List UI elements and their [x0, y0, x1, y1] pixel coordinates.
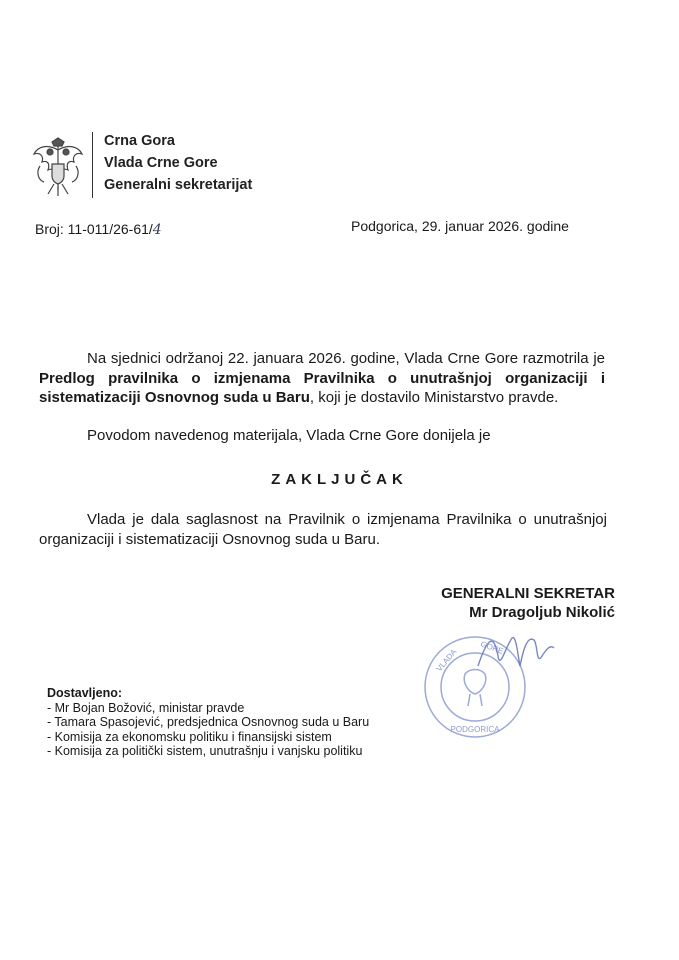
header-divider	[92, 132, 93, 198]
signature-title: GENERALNI SEKRETAR	[441, 585, 615, 602]
paragraph-conclusion: Vlada je dala saglasnost na Pravilnik o izmjenama Pravilnika o unutrašnjoj organizaciji i sistematizaciji Osnovnog suda u Baru.	[39, 511, 607, 548]
header-country: Crna Gora	[104, 133, 175, 149]
reference-number-label: Broj: 11-011/26-61/	[35, 221, 153, 237]
svg-text:GORE: GORE	[479, 639, 505, 656]
svg-text:PODGORICA: PODGORICA	[450, 725, 500, 734]
paragraph-session	[39, 349, 605, 408]
signature-name: Mr Dragoljub Nikolić	[469, 604, 615, 621]
distribution-item: - Mr Bojan Božović, ministar pravde	[47, 700, 245, 715]
reference-number	[35, 221, 162, 238]
paragraph-decision-intro: Povodom navedenog materijala, Vlada Crne Gore donijela je	[87, 427, 491, 444]
distribution-item: - Komisija za politički sistem, unutrašnju i vanjsku politiku	[47, 744, 363, 758]
signature-block	[400, 584, 615, 622]
header-secretariat: Generalni sekretarijat	[104, 177, 253, 193]
handwritten-signature	[468, 626, 558, 686]
conclusion-heading: ZAKLJUČAK	[271, 471, 408, 488]
paragraph-session-outro: , koji je dostavilo Ministarstvo pravde.	[309, 389, 559, 406]
svg-text:VLADA: VLADA	[434, 647, 459, 674]
distribution-item: - Komisija za ekonomsku politiku i finansijski sistem	[47, 729, 332, 744]
paragraph-session-subject: Predlog pravilnika o izmjenama Pravilnika o unutrašnjoj organizaciji i sistematizaciji Osnovnog suda u Baru	[39, 369, 605, 406]
reference-number-handwritten: 4	[152, 222, 162, 238]
document-date: Podgorica, 29. januar 2026. godine	[351, 218, 569, 234]
paragraph-session-intro: Na sjednici održanoj 22. januara 2026. godine, Vlada Crne Gore razmotrila je	[87, 350, 605, 367]
coat-of-arms-icon	[30, 136, 86, 198]
distribution-title: Dostavljeno:	[47, 686, 123, 700]
header-government: Vlada Crne Gore	[104, 155, 218, 171]
distribution-item: - Tamara Spasojević, predsjednica Osnovnog suda u Baru	[47, 715, 370, 729]
distribution-list	[47, 686, 369, 759]
